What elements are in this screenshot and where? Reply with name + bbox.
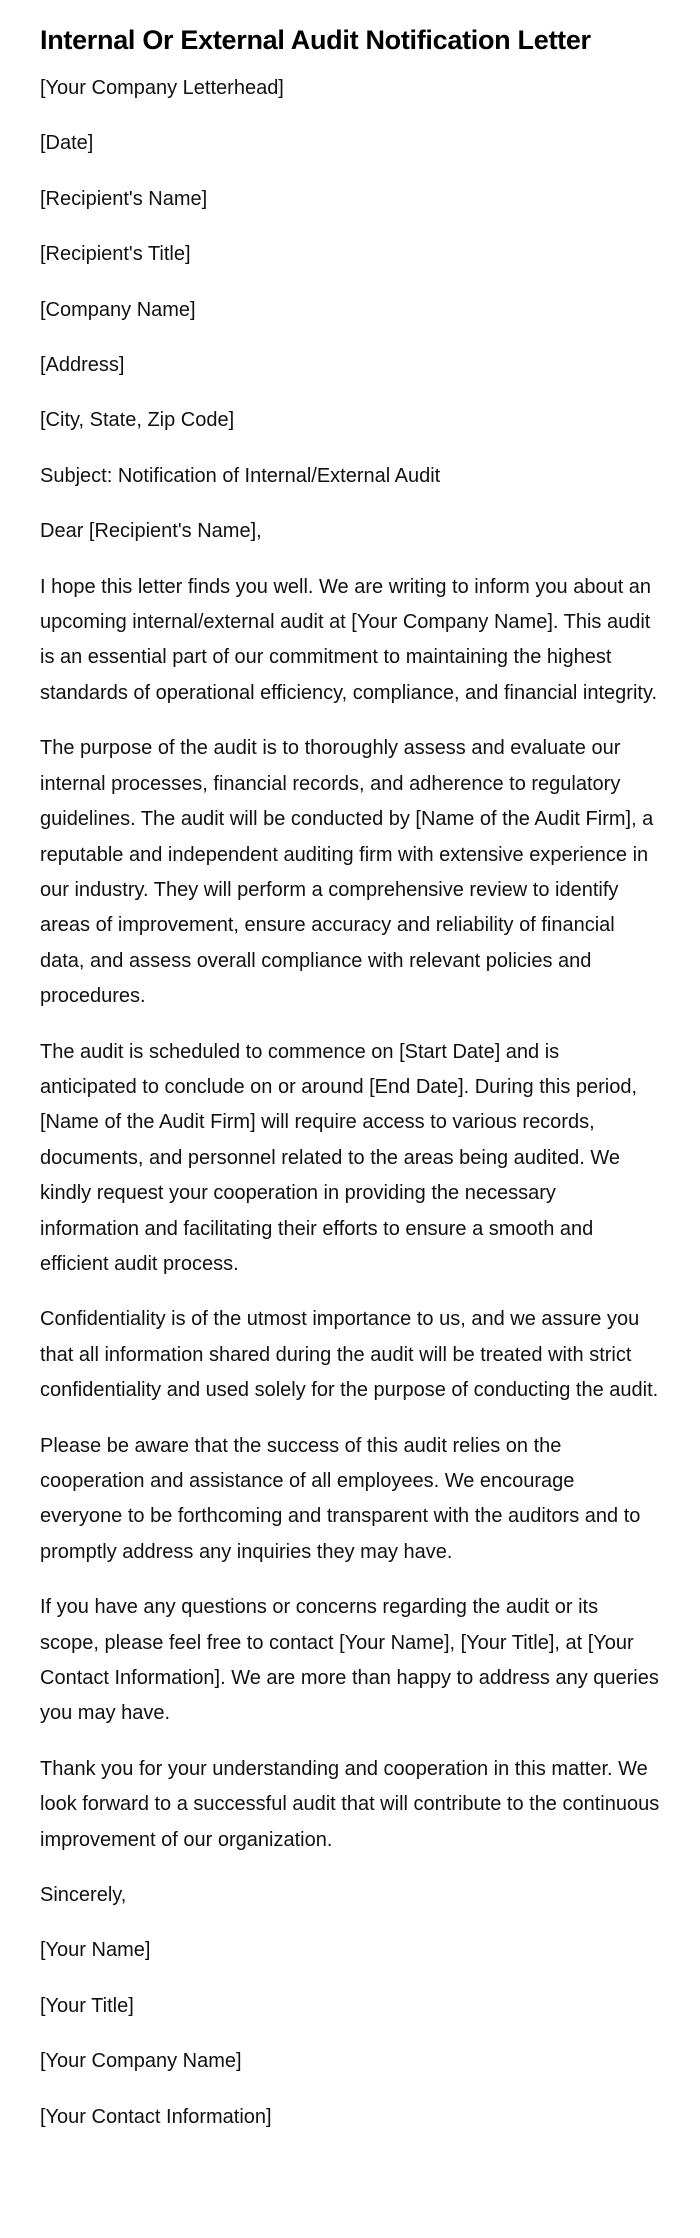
body-paragraph: I hope this letter finds you well. We are writing to inform you about an upcoming internal/external audit at [Your Company Name]. This audit is an essential part of our commitment to maintaining the highest standards of operational efficiency, compliance, and financial integrity.: [40, 575, 658, 704]
signature-company: [Your Company Name]: [40, 2050, 242, 2073]
recipient-title: [Recipient's Title]: [40, 243, 191, 266]
body-paragraph: The purpose of the audit is to thoroughly assess and evaluate our internal processes, financial records, and adherence to regulatory guidelines. The audit will be conducted by [Name of the Audit Firm], a reputable and independent auditing firm with extensive experience in our industry. They will perform a comprehensive review to identify areas of improvement, ensure accuracy and reliability of financial data, and assess overall compliance with relevant policies and procedures.: [40, 737, 654, 1008]
signature-title: [Your Title]: [40, 1994, 134, 2017]
letter-date: [Date]: [40, 132, 94, 155]
signature-name: [Your Name]: [40, 1939, 151, 1962]
recipient-city-state-zip: [City, State, Zip Code]: [40, 409, 235, 432]
document-title: Internal Or External Audit Notification Letter: [40, 25, 591, 55]
body-paragraph: Confidentiality is of the utmost importance to us, and we assure you that all information shared during the audit will be treated with strict confidentiality and used solely for the purpose of conducting the audit.: [40, 1308, 659, 1402]
recipient-company: [Company Name]: [40, 298, 196, 321]
company-letterhead: [Your Company Letterhead]: [40, 77, 284, 99]
body-paragraph: The audit is scheduled to commence on [Start Date] and is anticipated to conclude on or around [End Date]. During this period, [Name of the Audit Firm] will require access to various records, documents, and personnel related to the areas being audited. We kindly request your cooperation in providing the necessary information and facilitating their efforts to ensure a smooth and efficient audit process.: [40, 1040, 638, 1275]
signature-contact: [Your Contact Information]: [40, 2105, 272, 2128]
body-paragraph: Please be aware that the success of this audit relies on the cooperation and assistance of all employees. We encourage everyone to be forthcoming and transparent with the auditors and to promptly address any inquiries they may have.: [40, 1434, 641, 1563]
subject-line: Subject: Notification of Internal/External Audit: [40, 464, 441, 487]
closing: Sincerely,: [40, 1884, 127, 1907]
body-paragraph: Thank you for your understanding and cooperation in this matter. We look forward to a successful audit that will contribute to the continuous improvement of our organization.: [40, 1757, 660, 1851]
recipient-name: [Recipient's Name]: [40, 187, 208, 210]
salutation: Dear [Recipient's Name],: [40, 520, 262, 543]
recipient-address: [Address]: [40, 354, 125, 377]
body-paragraph: If you have any questions or concerns regarding the audit or its scope, please feel free to contact [Your Name], [Your Title], at [Your Contact Information]. We are more than happy to address any queries you may have.: [40, 1596, 659, 1725]
